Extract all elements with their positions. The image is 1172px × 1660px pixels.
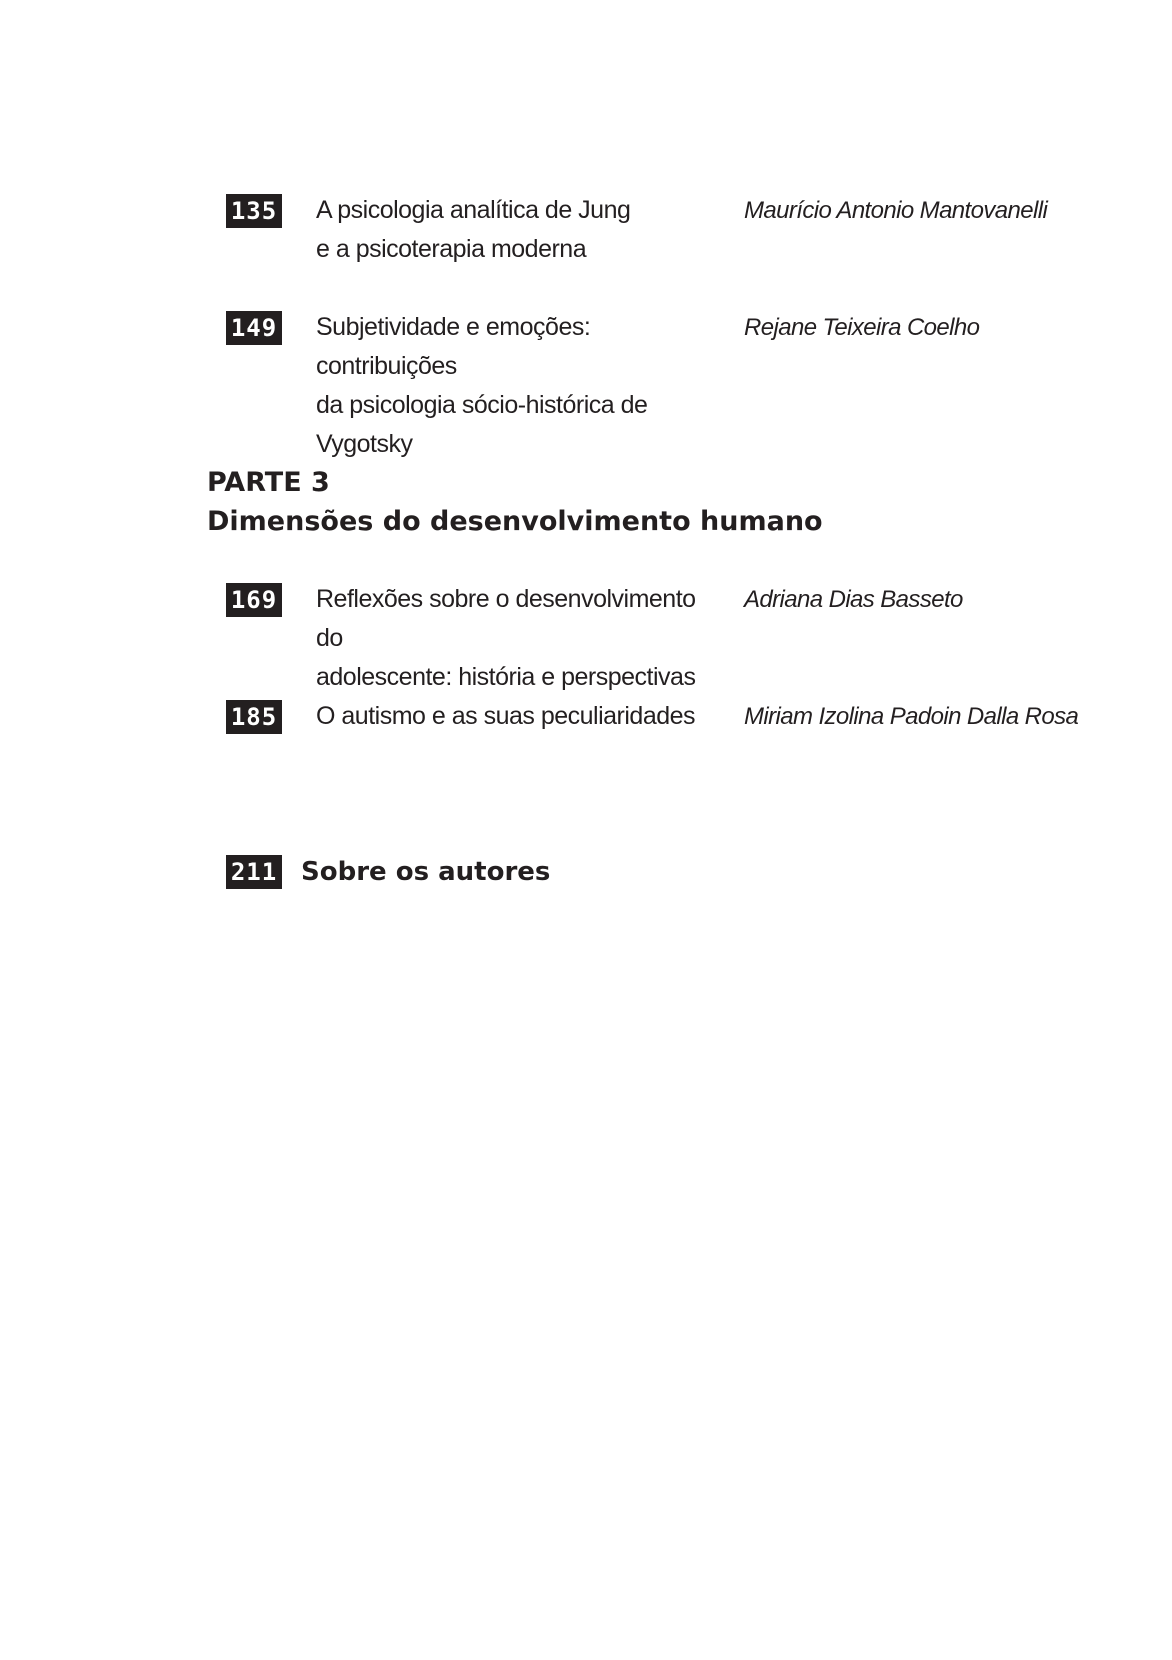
page-number-badge: 135 — [226, 194, 282, 228]
chapter-title — [316, 697, 716, 736]
chapter-title-line: adolescente: história e perspectivas — [316, 663, 696, 691]
chapter-author: Adriana Dias Basseto — [744, 586, 963, 613]
chapter-title-line: Subjetividade e emoções: contribuições — [316, 313, 591, 380]
chapter-title-line: da psicologia sócio-histórica de Vygotsky — [316, 391, 648, 458]
chapter-title — [316, 191, 716, 269]
page-number-badge: 149 — [226, 311, 282, 345]
chapter-author: Rejane Teixeira Coelho — [744, 314, 980, 341]
chapter-author: Miriam Izolina Padoin Dalla Rosa — [744, 703, 1079, 730]
page-number-badge: 185 — [226, 700, 282, 734]
chapter-title — [316, 308, 716, 464]
chapter-title-line: e a psicoterapia moderna — [316, 235, 587, 263]
page-number-badge: 211 — [226, 855, 282, 889]
chapter-title-line: Reflexões sobre o desenvolvimento do — [316, 585, 696, 652]
page-number-badge: 169 — [226, 583, 282, 617]
part-title: Dimensões do desenvolvimento humano — [207, 506, 823, 537]
chapter-title-line: O autismo e as suas peculiaridades — [316, 702, 696, 730]
section-title: Sobre os autores — [301, 857, 551, 887]
chapter-title-line: A psicologia analítica de Jung — [316, 196, 631, 224]
chapter-title — [316, 580, 716, 697]
chapter-author: Maurício Antonio Mantovanelli — [744, 197, 1048, 224]
part-label: PARTE 3 — [207, 467, 330, 498]
